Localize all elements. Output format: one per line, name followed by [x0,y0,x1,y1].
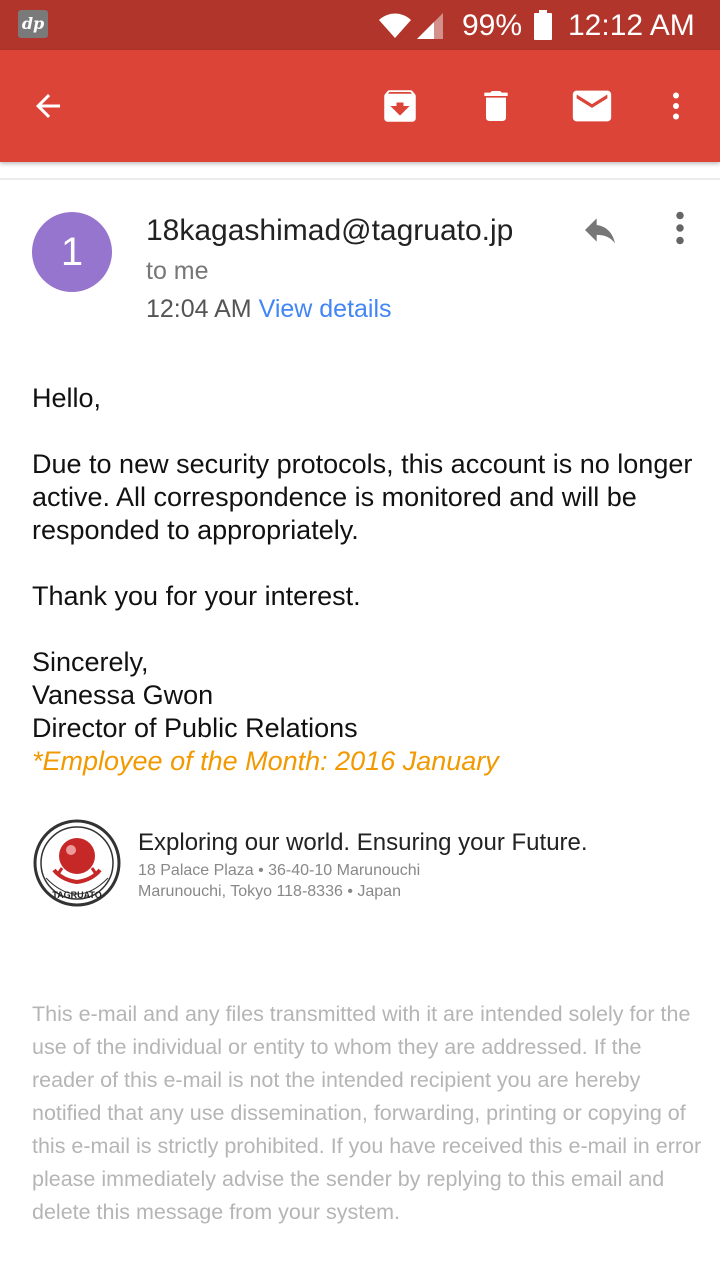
company-tagline: Exploring our world. Ensuring your Future. [138,829,588,856]
app-bar [0,50,720,162]
wifi-icon [378,11,412,39]
battery-percent: 99% [462,9,523,42]
sender-avatar[interactable]: 1 [32,212,112,292]
more-options-button[interactable] [648,78,704,134]
sender-address[interactable]: 18kagashimad@tagruato.jp [146,214,514,247]
signer-name: Vanessa Gwon [32,680,214,710]
company-logo [32,818,122,908]
status-bar [0,0,720,50]
recipient-label: to me [146,257,209,285]
signer-title: Director of Public Relations [32,713,358,743]
status-time: 12:12 AM [568,9,695,42]
delete-button[interactable] [468,78,524,134]
cell-signal-icon [416,12,444,40]
back-button[interactable] [20,78,76,134]
archive-icon [379,85,421,127]
reply-icon [578,210,622,250]
more-vert-icon [658,88,694,124]
closing: Sincerely, [32,647,149,677]
company-address-line2: Marunouchi, Tokyo 118-8336 • Japan [138,883,401,900]
company-address-line1: 18 Palace Plaza • 36-40-10 Marunouchi [138,862,421,879]
mark-unread-button[interactable] [564,78,620,134]
thanks-line: Thank you for your interest. [32,581,361,611]
mark-unread-icon [569,83,615,129]
message-time-row [146,292,392,326]
notification-app-icon: dp [18,10,48,38]
reply-button[interactable] [578,210,622,250]
svg-text:TAGRUATO: TAGRUATO [52,890,102,900]
archive-button[interactable] [372,78,428,134]
legal-disclaimer: This e-mail and any files transmitted with it are intended solely for the use of the individual or entity to whom they are addressed. If the reader of this e-mail is not the intended recipient you are hereby notified that any use dissemination, forwarding, printing or copying of this e-mail is strictly prohibited. If you have received this e-mail in error please immediately advise the sender by replying to this email and delete this message from your system. [32,1002,702,1224]
body-paragraph: Due to new security protocols, this account is no longer active. All correspondence is monitored and will be responded to appropriately. [32,449,693,545]
view-details-link[interactable]: View details [258,295,392,323]
back-arrow-icon [30,88,66,124]
delete-icon [476,86,516,126]
message-time: 12:04 AM [146,295,252,323]
message-more-button[interactable] [662,206,698,250]
employee-note: *Employee of the Month: 2016 January [32,746,499,776]
greeting: Hello, [32,383,102,413]
battery-icon [534,10,552,40]
more-vert-icon [665,208,695,248]
divider [0,178,720,180]
signature-block [32,646,702,745]
